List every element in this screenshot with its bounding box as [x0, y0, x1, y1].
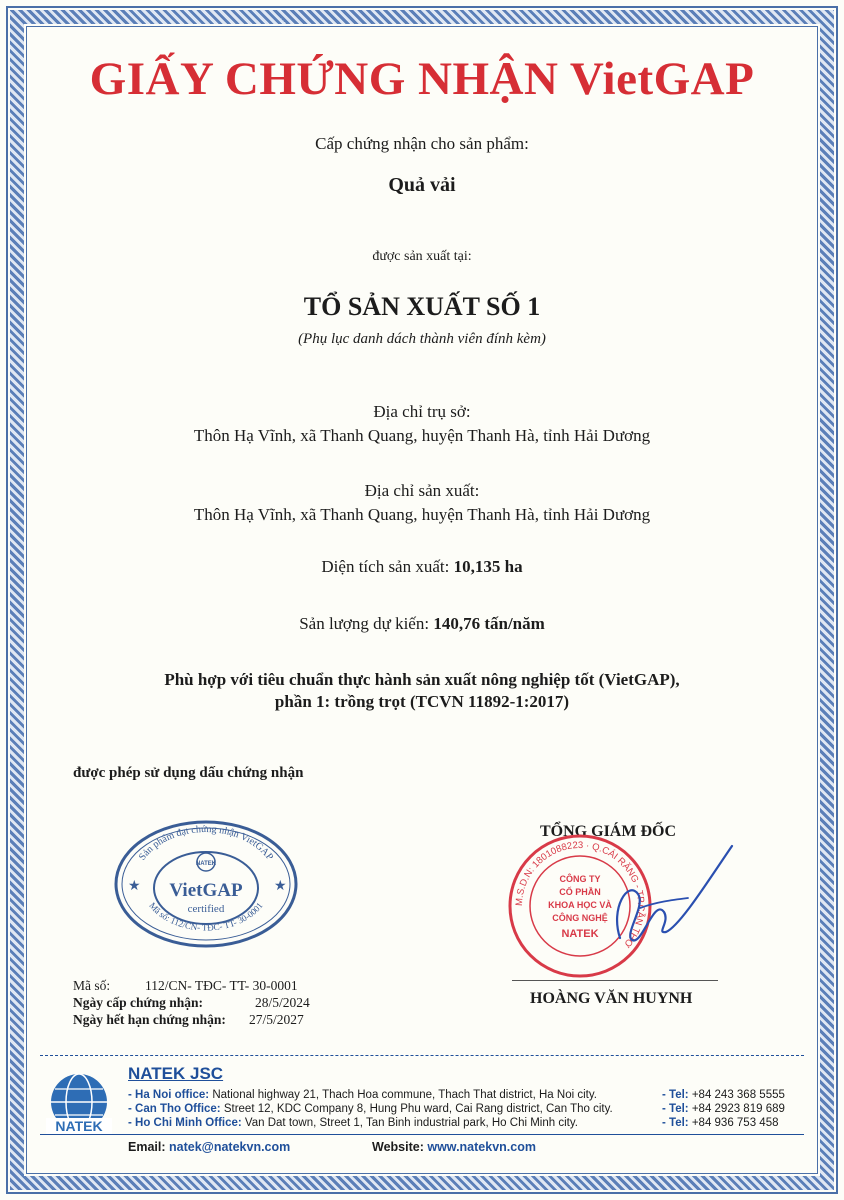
production-address-label: Địa chỉ sản xuất:	[364, 481, 480, 500]
permission-text: được phép sử dụng dấu chứng nhận	[73, 765, 304, 781]
expiry-line	[73, 1012, 304, 1028]
office-address: Street 12, KDC Company 8, Hung Phu ward, Cai Rang district, Can Tho city.	[223, 1103, 613, 1115]
tel-number: +84 2923 819 689	[691, 1103, 785, 1115]
tel-number: +84 936 753 458	[691, 1117, 779, 1129]
issue-label: Ngày cấp chứng nhận:	[73, 995, 204, 1010]
office-row	[128, 1117, 578, 1129]
email-line	[128, 1140, 290, 1154]
signer-title: TỔNG GIÁM ĐỐC	[540, 823, 676, 840]
hq-address-label: Địa chỉ trụ sở:	[373, 402, 471, 421]
seal-ring-text: M.S.D.N: 1801088223 · Q.CÁI RĂNG - TP.CẦN THƠ	[513, 839, 647, 950]
seal-line-4: CÔNG NGHỆ	[552, 913, 608, 923]
product-name: Quả vải	[388, 174, 456, 196]
tel-number: +84 243 368 5555	[691, 1089, 785, 1101]
office-name: - Ho Chi Minh Office:	[128, 1117, 242, 1129]
email-link[interactable]: natek@natekvn.com	[169, 1140, 291, 1154]
produced-at-label: được sản xuất tại:	[372, 249, 472, 264]
website-label: Website:	[372, 1140, 424, 1154]
seal-line-3: KHOA HỌC VÀ	[548, 900, 612, 910]
office-row	[128, 1103, 613, 1115]
tel-row	[662, 1103, 785, 1115]
code-label: Mã số:	[73, 978, 111, 993]
footer-rule	[40, 1134, 804, 1135]
yield-label: Sản lượng dự kiến:	[299, 614, 430, 633]
yield-value: 140,76 tấn/năm	[433, 614, 545, 633]
area-line	[0, 557, 844, 577]
standard-line-2: phần 1: trồng trọt (TCVN 11892-1:2017)	[274, 692, 570, 711]
code-value: 112/CN- TĐC- TT- 30-0001	[145, 978, 298, 993]
yield-line	[0, 614, 844, 634]
tel-row	[662, 1089, 785, 1101]
seal-line-1: CÔNG TY	[559, 874, 601, 884]
area-label: Diện tích sản xuất:	[321, 557, 450, 576]
seal-sub-text: certified	[187, 903, 225, 915]
expiry-label: Ngày hết hạn chứng nhận:	[73, 1012, 226, 1027]
expiry-value: 27/5/2027	[249, 1012, 304, 1027]
signer-name: HOÀNG VĂN HUYNH	[530, 990, 693, 1007]
tel-label: - Tel:	[662, 1117, 689, 1129]
standard-line-1: Phù hợp với tiêu chuẩn thực hành sản xuất nông nghiệp tốt (VietGAP),	[164, 670, 680, 689]
signature	[580, 838, 740, 958]
tel-label: - Tel:	[662, 1103, 689, 1115]
footer-divider	[40, 1055, 804, 1056]
office-name: - Ha Noi office:	[128, 1089, 210, 1101]
signature-line	[512, 980, 718, 981]
vietgap-seal	[108, 812, 304, 950]
office-address: Van Dat town, Street 1, Tan Binh industrial park, Ho Chi Minh city.	[244, 1117, 578, 1129]
logo-text: NATEK	[55, 1118, 103, 1134]
production-address: Thôn Hạ Vĩnh, xã Thanh Quang, huyện Thanh Hà, tỉnh Hải Dương	[193, 505, 651, 524]
area-value: 10,135 ha	[453, 557, 523, 576]
office-address: National highway 21, Thach Hoa commune, Thach That district, Ha Noi city.	[212, 1089, 597, 1101]
star-icon: ★	[128, 879, 141, 894]
seal-top-arc: Sản phẩm đạt chứng nhận VietGAP	[136, 823, 276, 863]
company-name: NATEK JSC	[128, 1064, 224, 1083]
seal-bottom-arc: Mã số: 112/CN- TĐC- TT- 30-0001	[147, 900, 265, 933]
certificate-title: GIẤY CHỨNG NHẬN VietGAP	[89, 53, 755, 105]
certified-for-label: Cấp chứng nhận cho sản phẩm:	[315, 134, 529, 153]
producer-name: TỔ SẢN XUẤT SỐ 1	[303, 292, 541, 321]
seal-line-5: NATEK	[561, 928, 599, 940]
seal-brand: NATEK	[195, 861, 217, 867]
code-line	[73, 978, 298, 994]
tel-row	[662, 1117, 778, 1129]
email-label: Email:	[128, 1140, 166, 1154]
office-row	[128, 1089, 597, 1101]
office-name: - Can Tho Office:	[128, 1103, 221, 1115]
seal-line-2: CỔ PHẦN	[559, 887, 601, 897]
producer-note: (Phụ lục danh dách thành viên đính kèm)	[298, 331, 546, 347]
seal-main-text: VietGAP	[169, 880, 243, 901]
website-line	[372, 1140, 536, 1154]
hq-address: Thôn Hạ Vĩnh, xã Thanh Quang, huyện Thanh Hà, tỉnh Hải Dương	[193, 426, 651, 445]
natek-logo	[40, 1072, 118, 1138]
issue-value: 28/5/2024	[255, 995, 310, 1010]
tel-label: - Tel:	[662, 1089, 689, 1101]
issue-line	[73, 995, 310, 1011]
star-icon: ★	[274, 879, 287, 894]
website-link[interactable]: www.natekvn.com	[427, 1140, 536, 1154]
